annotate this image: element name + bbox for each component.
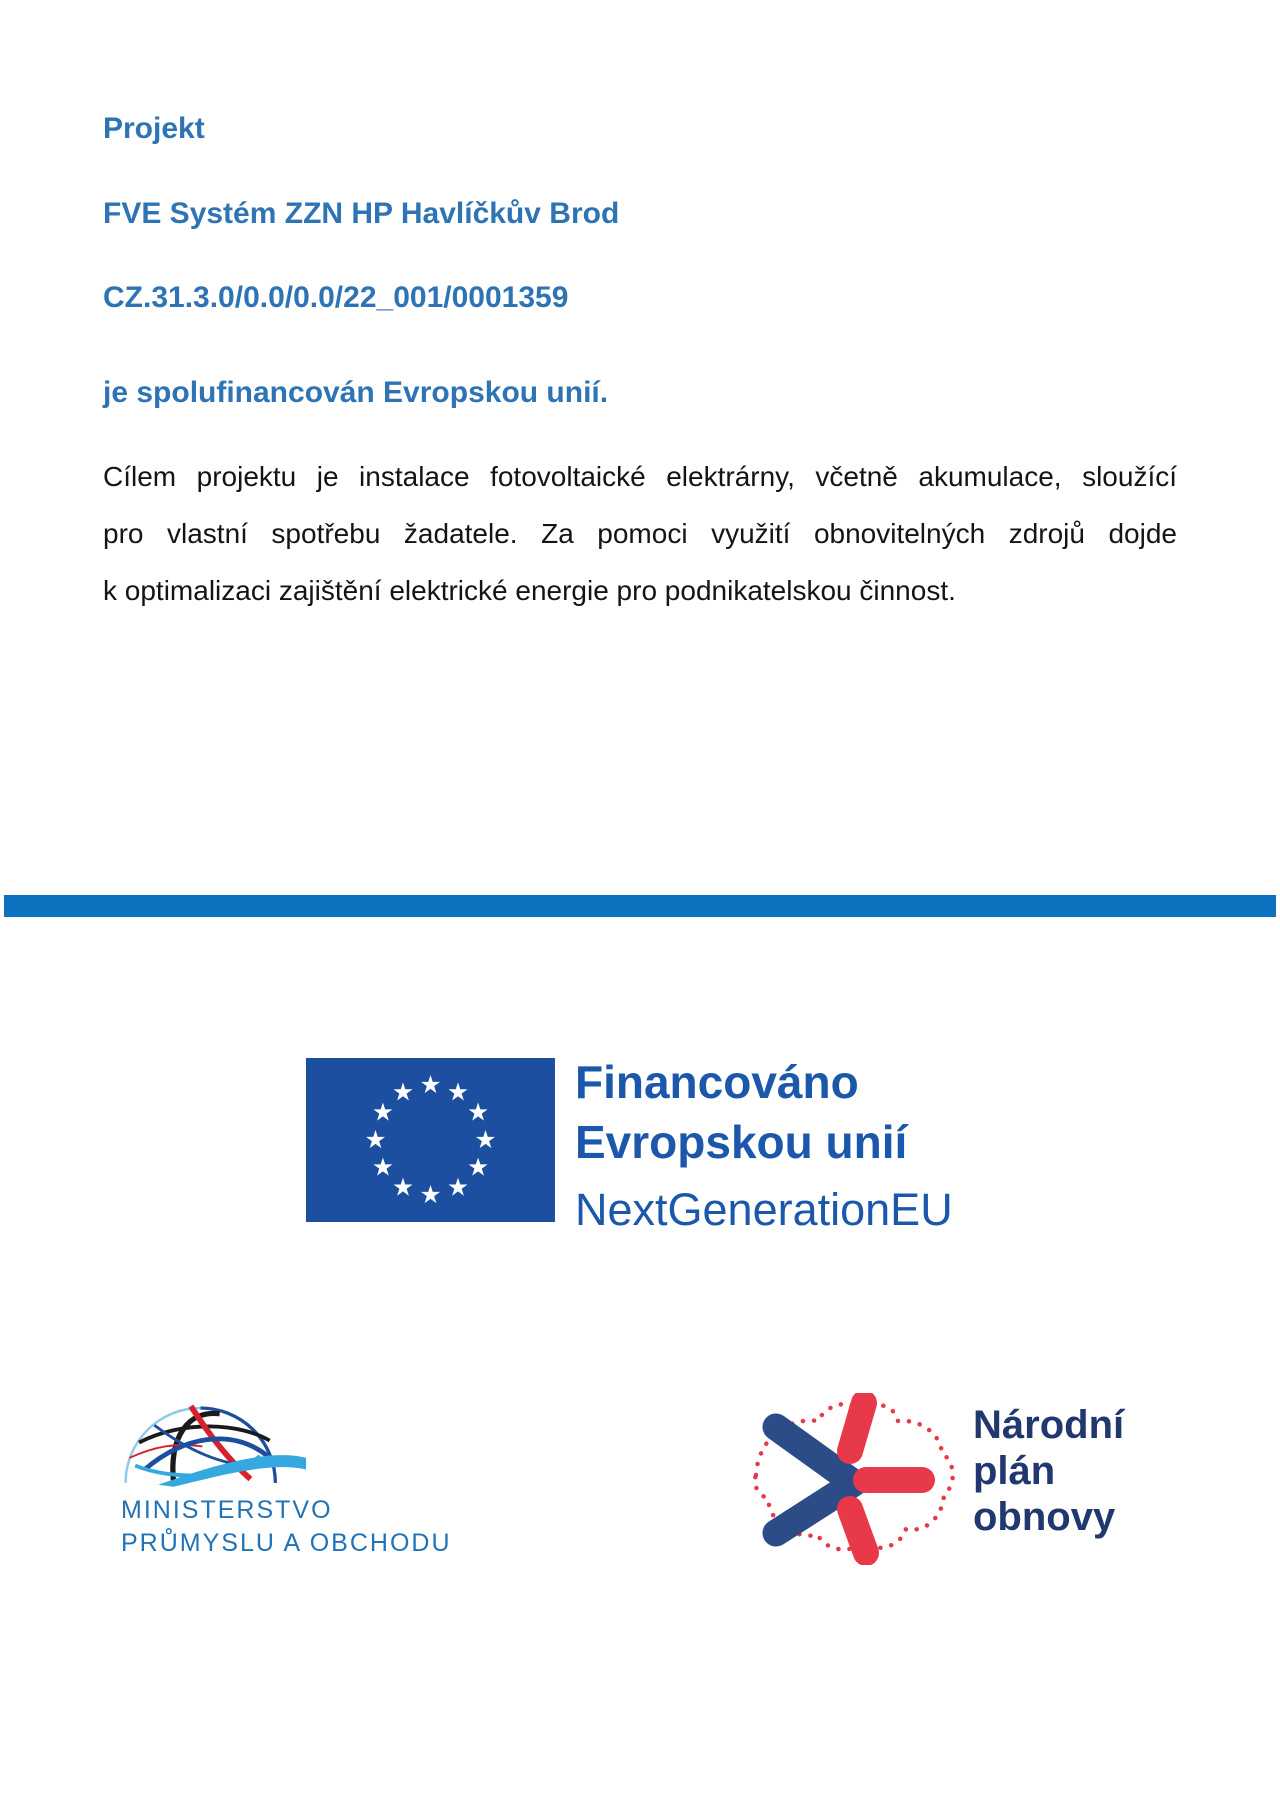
eu-funding-line3: NextGenerationEU (575, 1184, 953, 1235)
paragraph-line: k optimalizaci zajištění elektrické energie pro podnikatelskou činnost. (103, 575, 956, 606)
eu-funding-wordmark (575, 1052, 953, 1240)
separator-bar (4, 895, 1276, 917)
mpo-wordmark (121, 1494, 452, 1560)
paragraph-line: pro vlastní spotřebu žadatele. Za pomoci využití obnovitelných zdrojů dojde (103, 518, 1177, 549)
eu-funding-line1: Financováno (575, 1056, 859, 1108)
npo-wordmark-line3: obnovy (973, 1495, 1116, 1539)
npo-wordmark-line2: plán (973, 1449, 1056, 1493)
eu-funding-line2: Evropskou unií (575, 1116, 908, 1168)
page-title: Projekt (103, 112, 205, 145)
cofinance-line: je spolufinancován Evropskou unií. (103, 376, 609, 409)
mpo-globe-icon (116, 1397, 308, 1491)
project-name: FVE Systém ZZN HP Havlíčkův Brod (103, 197, 620, 230)
mpo-wordmark-line1: MINISTERSTVO (121, 1496, 333, 1524)
mpo-wordmark-line2: PRŮMYSLU A OBCHODU (121, 1529, 452, 1557)
npo-mark-icon (748, 1393, 958, 1565)
npo-wordmark (973, 1402, 1124, 1540)
paragraph-line: Cílem projektu je instalace fotovoltaické elektrárny, včetně akumulace, sloužící (103, 461, 1177, 492)
npo-wordmark-line1: Národní (973, 1403, 1125, 1447)
project-code: CZ.31.3.0/0.0/0.0/22_001/0001359 (103, 281, 569, 314)
project-description (103, 448, 1177, 619)
eu-flag-icon (306, 1058, 555, 1222)
